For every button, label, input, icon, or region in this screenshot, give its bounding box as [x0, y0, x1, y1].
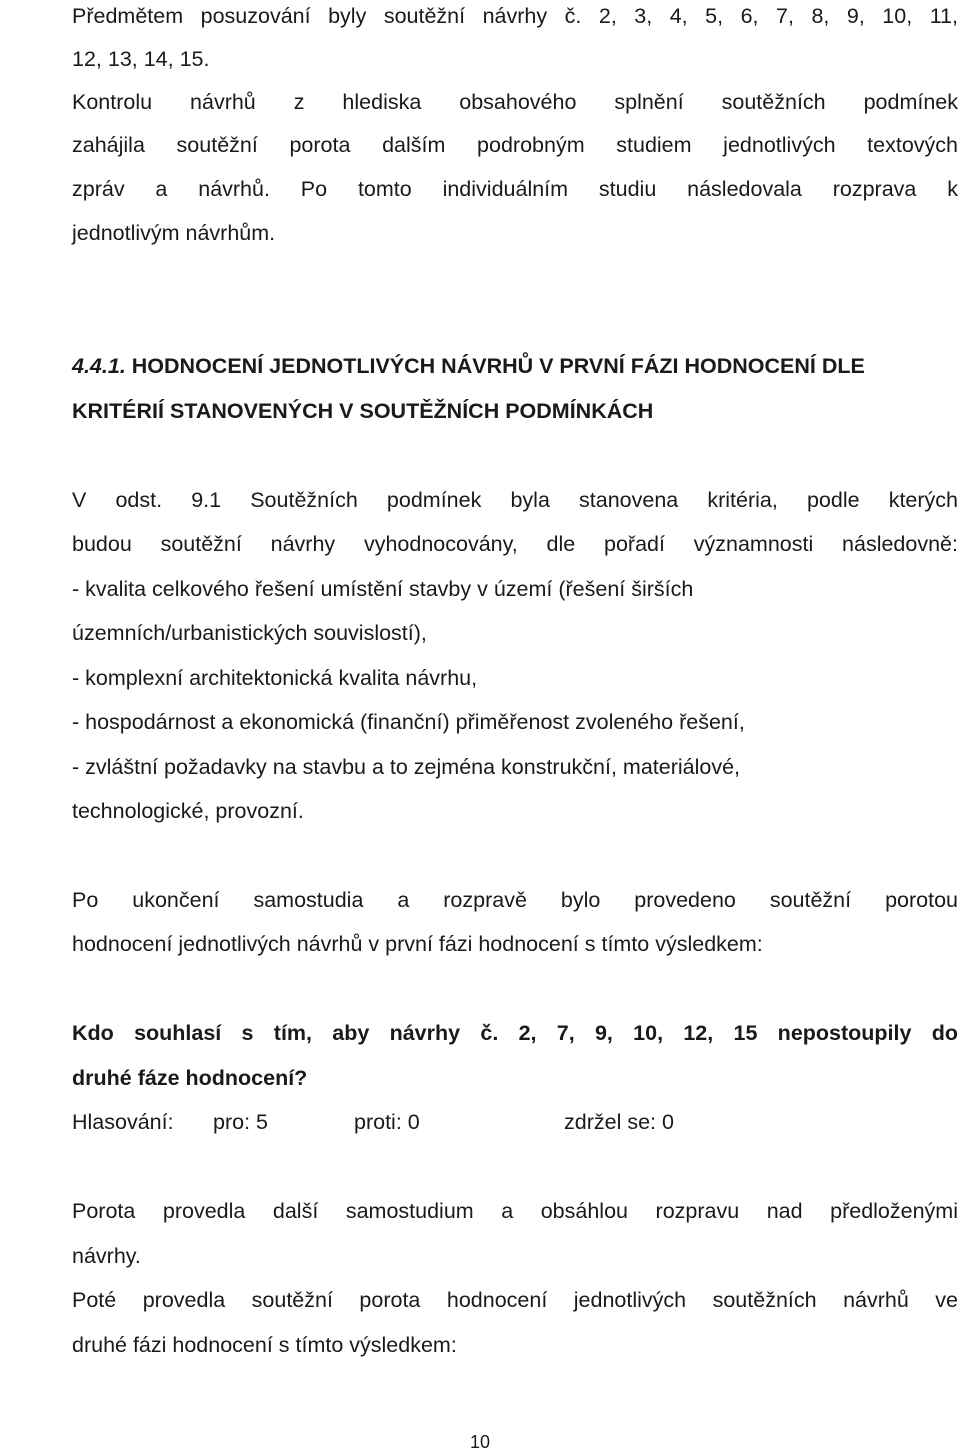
question-line-1: Kdo souhlasí s tím, aby návrhy č. 2, 7, 9, 10, 12, 15 nepostoupily do: [72, 1021, 958, 1045]
criteria-line-7: - zvláštní požadavky na stavbu a to zejména konstrukční, materiálové,: [72, 755, 741, 779]
criteria-line-8: technologické, provozní.: [72, 799, 304, 823]
further-line-2: návrhy.: [72, 1244, 141, 1268]
intro-line-2: 12, 13, 14, 15.: [72, 47, 210, 71]
section-heading: [72, 353, 865, 379]
evaluation-line-2: hodnocení jednotlivých návrhů v první fázi hodnocení s tímto výsledkem:: [72, 932, 763, 956]
intro-line-4: zahájila soutěžní porota dalším podrobným studiem jednotlivých textových: [72, 133, 958, 157]
vote-label: Hlasování:: [72, 1110, 174, 1134]
section-title-line-1: HODNOCENÍ JEDNOTLIVÝCH NÁVRHŮ V PRVNÍ FÁZI HODNOCENÍ DLE: [131, 354, 865, 378]
criteria-line-6: - hospodárnost a ekonomická (finanční) přiměřenost zvoleného řešení,: [72, 710, 745, 734]
question-line-2: druhé fáze hodnocení?: [72, 1066, 308, 1090]
section-number: 4.4.1.: [72, 354, 126, 378]
intro-line-1: Předmětem posuzování byly soutěžní návrhy č. 2, 3, 4, 5, 6, 7, 8, 9, 10, 11,: [72, 4, 958, 28]
criteria-line-2: budou soutěžní návrhy vyhodnocovány, dle pořadí významnosti následovně:: [72, 532, 958, 556]
further-line-3: Poté provedla soutěžní porota hodnocení jednotlivých soutěžních návrhů ve: [72, 1288, 958, 1312]
vote-proti: proti: 0: [354, 1110, 420, 1134]
vote-row: [72, 1109, 958, 1135]
criteria-line-4: územních/urbanistických souvislostí),: [72, 621, 427, 645]
page-number: 10: [469, 1432, 491, 1452]
further-line-1: Porota provedla další samostudium a obsáhlou rozpravu nad předloženými: [72, 1199, 958, 1223]
intro-line-3: Kontrolu návrhů z hlediska obsahového splnění soutěžních podmínek: [72, 90, 958, 114]
intro-line-6: jednotlivým návrhům.: [72, 221, 276, 245]
vote-pro: pro: 5: [213, 1110, 268, 1134]
criteria-line-1: V odst. 9.1 Soutěžních podmínek byla stanovena kritéria, podle kterých: [72, 488, 958, 512]
intro-line-5: zpráv a návrhů. Po tomto individuálním studiu následovala rozprava k: [72, 177, 958, 201]
criteria-line-3: - kvalita celkového řešení umístění stavby v území (řešení širších: [72, 577, 694, 601]
vote-zdrzel: zdržel se: 0: [564, 1110, 674, 1134]
section-title-line-2: KRITÉRIÍ STANOVENÝCH V SOUTĚŽNÍCH PODMÍNKÁCH: [72, 399, 654, 423]
evaluation-line-1: Po ukončení samostudia a rozpravě bylo provedeno soutěžní porotou: [72, 888, 958, 912]
further-line-4: druhé fázi hodnocení s tímto výsledkem:: [72, 1333, 457, 1357]
criteria-line-5: - komplexní architektonická kvalita návrhu,: [72, 666, 478, 690]
